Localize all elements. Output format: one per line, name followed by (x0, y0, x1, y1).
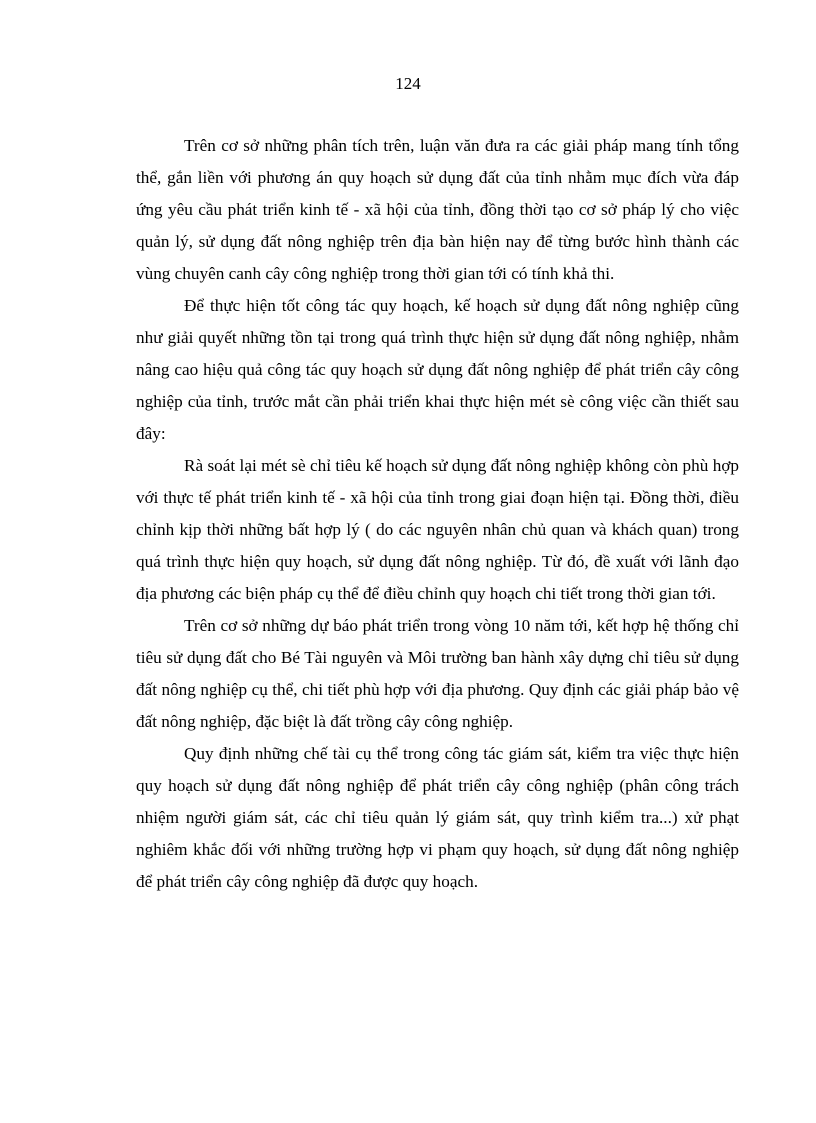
body-text (136, 130, 739, 898)
paragraph-4: Trên cơ sở những dự báo phát triển trong vòng 10 năm tới, kết hợp hệ thống chỉ tiêu sử dụng đất cho Bé Tài nguyên và Môi trường ban hành xây dựng chỉ tiêu sử dụng đất nông nghiệp cụ thể, chi tiết phù hợp với địa phương. Quy định các giải pháp bảo vệ đất nông nghiệp, đặc biệt là đất trồng cây công nghiệp. (136, 616, 739, 731)
paragraph-3: Rà soát lại mét sè chỉ tiêu kế hoạch sử dụng đất nông nghiệp không còn phù hợp với thực tế phát triển kinh tế - xã hội của tỉnh trong giai đoạn hiện tại. Đồng thời, điều chỉnh kịp thời những bất hợp lý ( do các nguyên nhân chủ quan và khách quan) trong quá trình thực hiện quy hoạch, sử dụng đất nông nghiệp. Từ đó, đề xuất với lãnh đạo địa phương các biện pháp cụ thể để điều chỉnh quy hoạch chi tiết trong thời gian tới. (136, 456, 739, 603)
page-number: 124 (395, 74, 421, 93)
paragraph-1: Trên cơ sở những phân tích trên, luận văn đưa ra các giải pháp mang tính tổng thể, gắn liền với phương án quy hoạch sử dụng đất của tỉnh nhằm mục đích vừa đáp ứng yêu cầu phát triển kinh tế - xã hội của tỉnh, đồng thời tạo cơ sở pháp lý cho việc quản lý, sử dụng đất nông nghiệp trên địa bàn hiện nay để từng bước hình thành các vùng chuyên canh cây công nghiệp trong thời gian tới có tính khả thi. (136, 136, 739, 283)
paragraph-2: Để thực hiện tốt công tác quy hoạch, kế hoạch sử dụng đất nông nghiệp cũng như giải quyết những tồn tại trong quá trình thực hiện sử dụng đất nông nghiệp, nhằm nâng cao hiệu quả công tác quy hoạch sử dụng đất nông nghiệp để phát triển cây công nghiệp của tỉnh, trước mắt cần phải triển khai thực hiện mét sè công việc cần thiết sau đây: (136, 296, 739, 443)
paragraph-5: Quy định những chế tài cụ thể trong công tác giám sát, kiểm tra việc thực hiện quy hoạch sử dụng đất nông nghiệp để phát triển cây công nghiệp (phân công trách nhiệm người giám sát, các chỉ tiêu quản lý giám sát, quy trình kiểm tra...) xử phạt nghiêm khắc đối với những trường hợp vi phạm quy hoạch, sử dụng đất nông nghiệp để phát triển cây công nghiệp đã được quy hoạch. (136, 744, 739, 891)
